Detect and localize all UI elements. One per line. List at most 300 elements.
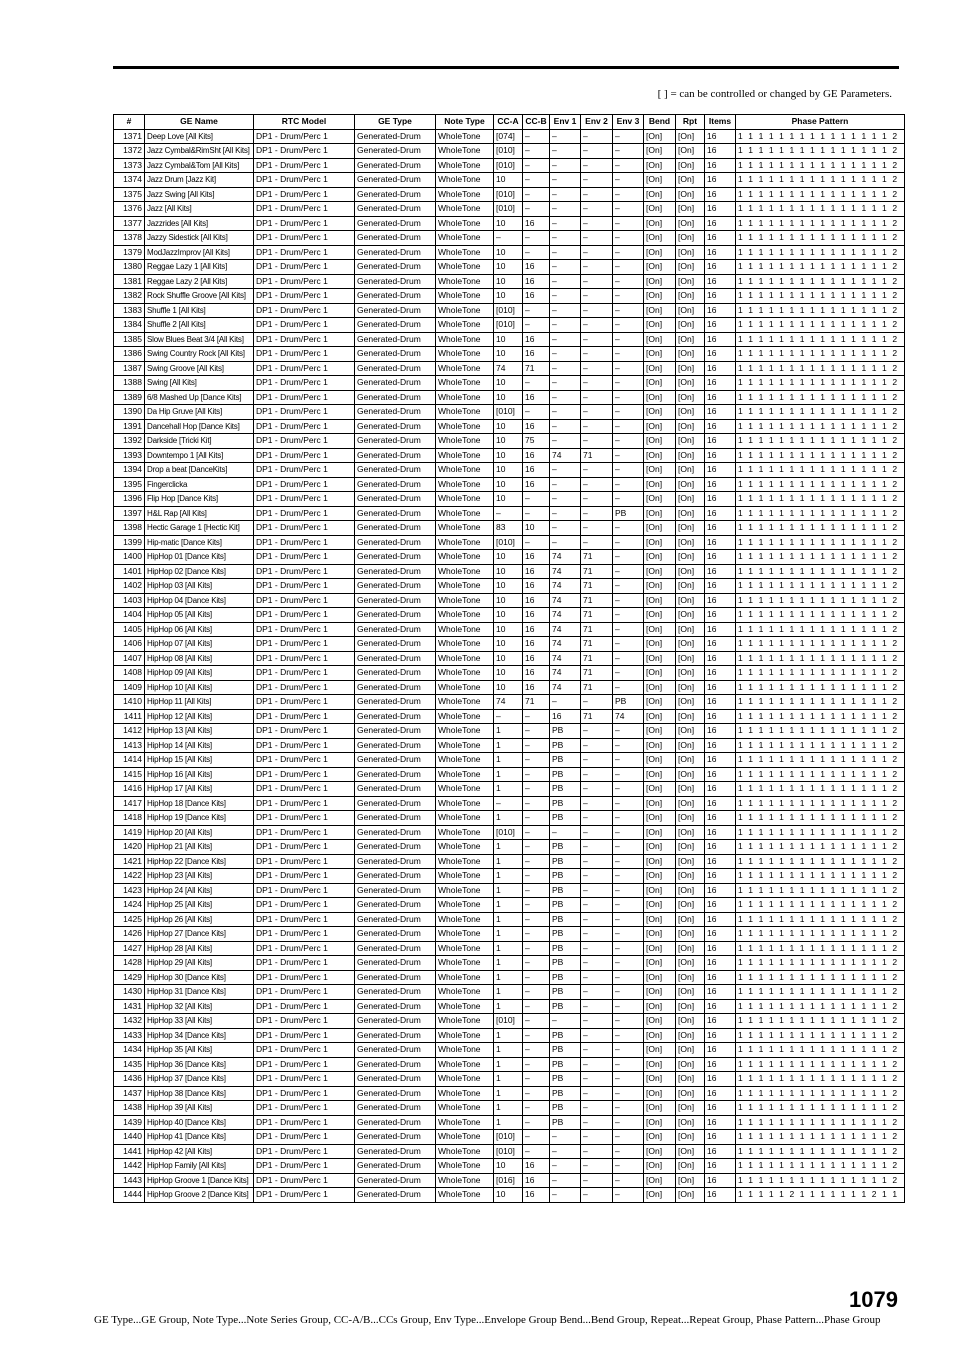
- table-cell: –: [613, 1043, 644, 1058]
- table-cell: [010]: [494, 187, 523, 202]
- table-cell: DP1 - Drum/Perc 1: [254, 361, 355, 376]
- table-cell: [010]: [494, 303, 523, 318]
- table-cell: HipHop 23 [All Kits]: [145, 869, 254, 884]
- table-cell: –: [581, 738, 613, 753]
- table-cell: 1 1 1 1 1 1 1 1 1 1 1 1 1 1 1 2: [736, 347, 905, 362]
- table-header-row: [114, 115, 905, 130]
- table-cell: 16: [705, 274, 736, 289]
- table-cell: –: [550, 347, 581, 362]
- table-cell: –: [523, 782, 550, 797]
- table-cell: 1387: [114, 361, 145, 376]
- table-row: [114, 245, 905, 260]
- table-cell: –: [581, 521, 613, 536]
- table-cell: HipHop 17 [All Kits]: [145, 782, 254, 797]
- table-cell: 1417: [114, 796, 145, 811]
- table-row: [114, 506, 905, 521]
- table-cell: 10: [494, 637, 523, 652]
- table-cell: –: [581, 477, 613, 492]
- table-cell: DP1 - Drum/Perc 1: [254, 419, 355, 434]
- table-cell: [On]: [676, 1028, 705, 1043]
- table-row: [114, 361, 905, 376]
- table-cell: 1 1 1 1 1 1 1 1 1 1 1 1 1 1 1 2: [736, 767, 905, 782]
- table-cell: 1408: [114, 666, 145, 681]
- table-cell: 1419: [114, 825, 145, 840]
- table-cell: –: [523, 825, 550, 840]
- table-cell: –: [613, 289, 644, 304]
- table-cell: [On]: [644, 1101, 676, 1116]
- table-cell: DP1 - Drum/Perc 1: [254, 840, 355, 855]
- table-cell: 16: [705, 593, 736, 608]
- table-cell: –: [613, 347, 644, 362]
- table-cell: –: [613, 419, 644, 434]
- table-cell: 1425: [114, 912, 145, 927]
- table-cell: [On]: [676, 289, 705, 304]
- table-cell: Generated-Drum: [355, 158, 436, 173]
- table-cell: [On]: [676, 347, 705, 362]
- table-cell: 16: [705, 1188, 736, 1203]
- table-cell: [On]: [676, 376, 705, 391]
- table-cell: [On]: [676, 1043, 705, 1058]
- table-cell: WholeTone: [436, 796, 494, 811]
- table-cell: 16: [705, 347, 736, 362]
- table-cell: 74: [550, 448, 581, 463]
- table-cell: –: [581, 1014, 613, 1029]
- table-cell: –: [581, 506, 613, 521]
- table-cell: HipHop 18 [Dance Kits]: [145, 796, 254, 811]
- table-cell: 16: [523, 260, 550, 275]
- table-cell: DP1 - Drum/Perc 1: [254, 782, 355, 797]
- table-cell: [On]: [676, 1072, 705, 1087]
- table-cell: [On]: [644, 318, 676, 333]
- table-cell: [On]: [676, 231, 705, 246]
- table-cell: 1 1 1 1 1 1 1 1 1 1 1 1 1 1 1 2: [736, 129, 905, 144]
- table-cell: [On]: [676, 405, 705, 420]
- table-cell: PB: [550, 1028, 581, 1043]
- table-cell: WholeTone: [436, 390, 494, 405]
- table-cell: –: [550, 492, 581, 507]
- table-cell: Deep Love [All Kits]: [145, 129, 254, 144]
- table-cell: –: [613, 144, 644, 159]
- table-cell: 1376: [114, 202, 145, 217]
- table-cell: 16: [523, 622, 550, 637]
- table-cell: [010]: [494, 202, 523, 217]
- column-header: Phase Pattern: [736, 115, 905, 130]
- table-cell: [On]: [644, 666, 676, 681]
- table-cell: –: [581, 1028, 613, 1043]
- table-row: [114, 477, 905, 492]
- table-cell: HipHop 20 [All Kits]: [145, 825, 254, 840]
- table-cell: –: [613, 318, 644, 333]
- table-cell: [On]: [676, 637, 705, 652]
- table-cell: Generated-Drum: [355, 1115, 436, 1130]
- table-cell: 71: [581, 622, 613, 637]
- table-cell: Jazz [All Kits]: [145, 202, 254, 217]
- table-cell: 71: [581, 637, 613, 652]
- table-cell: 74: [494, 361, 523, 376]
- table-cell: Swing [All Kits]: [145, 376, 254, 391]
- table-cell: WholeTone: [436, 245, 494, 260]
- table-cell: DP1 - Drum/Perc 1: [254, 303, 355, 318]
- table-cell: DP1 - Drum/Perc 1: [254, 129, 355, 144]
- table-cell: 16: [705, 956, 736, 971]
- table-cell: –: [613, 202, 644, 217]
- table-cell: [On]: [676, 144, 705, 159]
- table-cell: 1 1 1 1 1 1 1 1 1 1 1 1 1 1 1 2: [736, 738, 905, 753]
- table-cell: –: [613, 448, 644, 463]
- table-cell: –: [581, 332, 613, 347]
- table-cell: –: [523, 1014, 550, 1029]
- table-cell: –: [613, 1028, 644, 1043]
- table-cell: 1 1 1 1 1 1 1 1 1 1 1 1 1 1 1 2: [736, 666, 905, 681]
- table-cell: [On]: [676, 361, 705, 376]
- table-cell: –: [523, 869, 550, 884]
- table-cell: DP1 - Drum/Perc 1: [254, 985, 355, 1000]
- table-cell: –: [613, 999, 644, 1014]
- table-cell: –: [581, 492, 613, 507]
- table-row: [114, 347, 905, 362]
- table-cell: –: [494, 709, 523, 724]
- table-cell: [On]: [644, 738, 676, 753]
- table-cell: HipHop 30 [Dance Kits]: [145, 970, 254, 985]
- table-row: [114, 695, 905, 710]
- table-cell: 1: [494, 956, 523, 971]
- table-cell: [On]: [676, 666, 705, 681]
- table-cell: 1: [494, 970, 523, 985]
- table-cell: 16: [523, 419, 550, 434]
- table-cell: Generated-Drum: [355, 463, 436, 478]
- table-cell: [On]: [676, 724, 705, 739]
- table-cell: 16: [705, 854, 736, 869]
- table-cell: PB: [613, 506, 644, 521]
- table-cell: 16: [705, 506, 736, 521]
- table-cell: [On]: [676, 796, 705, 811]
- table-cell: PB: [550, 869, 581, 884]
- table-cell: Generated-Drum: [355, 564, 436, 579]
- table-cell: –: [550, 825, 581, 840]
- table-cell: WholeTone: [436, 680, 494, 695]
- table-cell: –: [581, 289, 613, 304]
- table-cell: Drop a beat [DanceKits]: [145, 463, 254, 478]
- table-cell: –: [523, 883, 550, 898]
- table-cell: [On]: [676, 1086, 705, 1101]
- table-cell: Generated-Drum: [355, 651, 436, 666]
- table-cell: WholeTone: [436, 361, 494, 376]
- table-cell: [On]: [676, 941, 705, 956]
- table-cell: Generated-Drum: [355, 361, 436, 376]
- table-cell: 16: [523, 593, 550, 608]
- table-cell: –: [523, 796, 550, 811]
- table-cell: DP1 - Drum/Perc 1: [254, 347, 355, 362]
- table-cell: –: [581, 695, 613, 710]
- table-cell: DP1 - Drum/Perc 1: [254, 869, 355, 884]
- table-cell: 16: [705, 1028, 736, 1043]
- table-cell: DP1 - Drum/Perc 1: [254, 492, 355, 507]
- table-cell: –: [494, 506, 523, 521]
- table-cell: HipHop 32 [All Kits]: [145, 999, 254, 1014]
- table-cell: [On]: [676, 419, 705, 434]
- column-header: CC-A: [494, 115, 523, 130]
- table-cell: 1 1 1 1 1 1 1 1 1 1 1 1 1 1 1 2: [736, 1086, 905, 1101]
- table-cell: –: [613, 1144, 644, 1159]
- table-cell: 1423: [114, 883, 145, 898]
- table-cell: 16: [705, 376, 736, 391]
- table-cell: 1: [494, 1072, 523, 1087]
- table-cell: 16: [523, 608, 550, 623]
- table-cell: HipHop 10 [All Kits]: [145, 680, 254, 695]
- table-cell: 16: [705, 1144, 736, 1159]
- table-cell: 1435: [114, 1057, 145, 1072]
- table-cell: [On]: [644, 332, 676, 347]
- table-cell: 16: [523, 347, 550, 362]
- table-cell: Generated-Drum: [355, 753, 436, 768]
- table-cell: 16: [705, 187, 736, 202]
- table-cell: 1: [494, 854, 523, 869]
- table-cell: [On]: [644, 506, 676, 521]
- table-cell: [010]: [494, 535, 523, 550]
- table-cell: HipHop 24 [All Kits]: [145, 883, 254, 898]
- table-cell: 1 1 1 1 1 1 1 1 1 1 1 1 1 1 1 2: [736, 883, 905, 898]
- table-cell: –: [550, 463, 581, 478]
- table-cell: WholeTone: [436, 492, 494, 507]
- table-cell: –: [581, 535, 613, 550]
- table-cell: PB: [550, 811, 581, 826]
- column-header: Env 1: [550, 115, 581, 130]
- table-cell: WholeTone: [436, 999, 494, 1014]
- table-cell: HipHop 12 [All Kits]: [145, 709, 254, 724]
- table-cell: HipHop 02 [Dance Kits]: [145, 564, 254, 579]
- table-row: [114, 1014, 905, 1029]
- table-cell: –: [613, 912, 644, 927]
- table-cell: –: [581, 1115, 613, 1130]
- table-cell: 1 1 1 1 1 1 1 1 1 1 1 1 1 1 1 2: [736, 231, 905, 246]
- table-cell: 1 1 1 1 1 1 1 1 1 1 1 1 1 1 1 2: [736, 854, 905, 869]
- table-cell: 1409: [114, 680, 145, 695]
- table-cell: –: [613, 216, 644, 231]
- table-cell: 1415: [114, 767, 145, 782]
- table-cell: 1 1 1 1 1 1 1 1 1 1 1 1 1 1 1 2: [736, 245, 905, 260]
- table-cell: [On]: [644, 202, 676, 217]
- table-cell: –: [613, 796, 644, 811]
- table-cell: –: [613, 593, 644, 608]
- table-cell: 1380: [114, 260, 145, 275]
- table-row: [114, 724, 905, 739]
- table-cell: –: [581, 260, 613, 275]
- table-cell: 1 1 1 1 1 1 1 1 1 1 1 1 1 1 1 2: [736, 260, 905, 275]
- table-cell: [On]: [676, 898, 705, 913]
- table-cell: –: [581, 390, 613, 405]
- column-header: RTC Model: [254, 115, 355, 130]
- column-header: Note Type: [436, 115, 494, 130]
- table-cell: 1407: [114, 651, 145, 666]
- table-cell: –: [613, 492, 644, 507]
- table-cell: –: [613, 245, 644, 260]
- table-cell: –: [550, 231, 581, 246]
- table-cell: –: [523, 1115, 550, 1130]
- table-cell: 1: [494, 767, 523, 782]
- table-cell: 16: [705, 202, 736, 217]
- table-cell: WholeTone: [436, 738, 494, 753]
- table-cell: WholeTone: [436, 608, 494, 623]
- table-cell: 1432: [114, 1014, 145, 1029]
- table-row: [114, 376, 905, 391]
- table-cell: –: [613, 1173, 644, 1188]
- table-cell: [On]: [676, 883, 705, 898]
- table-cell: 1 1 1 1 1 1 1 1 1 1 1 1 1 1 1 2: [736, 753, 905, 768]
- table-cell: 1 1 1 1 1 1 1 1 1 1 1 1 1 1 1 2: [736, 695, 905, 710]
- table-row: [114, 1057, 905, 1072]
- ge-table: [113, 114, 905, 1203]
- table-cell: –: [550, 274, 581, 289]
- table-cell: –: [523, 202, 550, 217]
- table-cell: Generated-Drum: [355, 405, 436, 420]
- column-header: Bend: [644, 115, 676, 130]
- table-cell: 10: [494, 622, 523, 637]
- table-cell: Generated-Drum: [355, 840, 436, 855]
- table-cell: [On]: [644, 999, 676, 1014]
- table-cell: HipHop 01 [Dance Kits]: [145, 550, 254, 565]
- table-row: [114, 492, 905, 507]
- table-cell: [On]: [644, 550, 676, 565]
- table-cell: 16: [705, 158, 736, 173]
- table-cell: 1394: [114, 463, 145, 478]
- table-cell: [On]: [676, 869, 705, 884]
- table-cell: –: [523, 1130, 550, 1145]
- table-cell: 10: [494, 564, 523, 579]
- table-cell: 16: [705, 796, 736, 811]
- table-cell: WholeTone: [436, 405, 494, 420]
- table-cell: [On]: [676, 202, 705, 217]
- table-cell: DP1 - Drum/Perc 1: [254, 941, 355, 956]
- table-cell: –: [550, 260, 581, 275]
- table-cell: 1422: [114, 869, 145, 884]
- table-cell: 1406: [114, 637, 145, 652]
- table-cell: –: [613, 753, 644, 768]
- table-cell: 16: [523, 216, 550, 231]
- table-cell: 74: [550, 579, 581, 594]
- table-cell: H&L Rap [All Kits]: [145, 506, 254, 521]
- table-cell: DP1 - Drum/Perc 1: [254, 1188, 355, 1203]
- table-cell: –: [581, 245, 613, 260]
- table-cell: [010]: [494, 1130, 523, 1145]
- table-cell: [On]: [676, 782, 705, 797]
- table-cell: –: [581, 173, 613, 188]
- table-cell: 16: [550, 709, 581, 724]
- table-cell: 1386: [114, 347, 145, 362]
- table-cell: PB: [550, 1057, 581, 1072]
- table-row: [114, 216, 905, 231]
- table-cell: 10: [494, 477, 523, 492]
- table-cell: –: [550, 506, 581, 521]
- table-cell: [On]: [644, 941, 676, 956]
- table-cell: –: [550, 332, 581, 347]
- table-cell: 1 1 1 1 1 1 1 1 1 1 1 1 1 1 1 2: [736, 724, 905, 739]
- table-cell: –: [523, 303, 550, 318]
- table-cell: –: [613, 260, 644, 275]
- table-cell: 1401: [114, 564, 145, 579]
- table-cell: 1 1 1 1 1 1 1 1 1 1 1 1 1 1 1 2: [736, 796, 905, 811]
- table-cell: 1410: [114, 695, 145, 710]
- table-cell: 1416: [114, 782, 145, 797]
- table-cell: HipHop 38 [Dance Kits]: [145, 1086, 254, 1101]
- table-cell: 1418: [114, 811, 145, 826]
- table-cell: 16: [705, 405, 736, 420]
- table-cell: –: [494, 796, 523, 811]
- table-cell: –: [613, 361, 644, 376]
- table-row: [114, 289, 905, 304]
- table-cell: 74: [550, 608, 581, 623]
- table-cell: DP1 - Drum/Perc 1: [254, 883, 355, 898]
- table-cell: HipHop Family [All Kits]: [145, 1159, 254, 1174]
- table-cell: HipHop 25 [All Kits]: [145, 898, 254, 913]
- table-row: [114, 1028, 905, 1043]
- table-row: [114, 637, 905, 652]
- table-cell: [On]: [644, 1173, 676, 1188]
- table-cell: [On]: [644, 956, 676, 971]
- table-cell: DP1 - Drum/Perc 1: [254, 1101, 355, 1116]
- table-cell: ModJazzImprov [All Kits]: [145, 245, 254, 260]
- table-cell: 16: [523, 1159, 550, 1174]
- table-cell: WholeTone: [436, 521, 494, 536]
- table-cell: Jazz Cymbal&Tom [All Kits]: [145, 158, 254, 173]
- table-row: [114, 318, 905, 333]
- table-cell: [On]: [644, 419, 676, 434]
- table-cell: Generated-Drum: [355, 1057, 436, 1072]
- table-cell: HipHop 04 [Dance Kits]: [145, 593, 254, 608]
- table-cell: –: [523, 724, 550, 739]
- table-cell: 74: [550, 550, 581, 565]
- table-cell: DP1 - Drum/Perc 1: [254, 767, 355, 782]
- table-cell: –: [523, 173, 550, 188]
- table-cell: WholeTone: [436, 376, 494, 391]
- column-header: Items: [705, 115, 736, 130]
- table-cell: Generated-Drum: [355, 941, 436, 956]
- table-cell: [On]: [676, 927, 705, 942]
- table-cell: WholeTone: [436, 173, 494, 188]
- table-cell: 16: [705, 144, 736, 159]
- table-cell: 10: [494, 666, 523, 681]
- table-cell: [On]: [676, 956, 705, 971]
- table-cell: Generated-Drum: [355, 985, 436, 1000]
- table-cell: DP1 - Drum/Perc 1: [254, 695, 355, 710]
- table-row: [114, 927, 905, 942]
- table-cell: –: [523, 1086, 550, 1101]
- table-cell: –: [581, 463, 613, 478]
- table-cell: HipHop 42 [All Kits]: [145, 1144, 254, 1159]
- table-cell: 1 1 1 1 1 1 1 1 1 1 1 1 1 1 1 2: [736, 332, 905, 347]
- table-cell: PB: [550, 1115, 581, 1130]
- table-cell: [On]: [676, 738, 705, 753]
- table-cell: [On]: [644, 564, 676, 579]
- table-cell: DP1 - Drum/Perc 1: [254, 260, 355, 275]
- table-cell: 1 1 1 1 1 1 1 1 1 1 1 1 1 1 1 2: [736, 1028, 905, 1043]
- table-cell: 1431: [114, 999, 145, 1014]
- table-cell: [On]: [676, 492, 705, 507]
- table-row: [114, 1086, 905, 1101]
- table-row: [114, 173, 905, 188]
- table-cell: [On]: [676, 825, 705, 840]
- table-cell: DP1 - Drum/Perc 1: [254, 1028, 355, 1043]
- table-cell: –: [581, 274, 613, 289]
- table-cell: Generated-Drum: [355, 492, 436, 507]
- table-cell: –: [613, 1086, 644, 1101]
- table-cell: Jazzrides [All Kits]: [145, 216, 254, 231]
- table-row: [114, 390, 905, 405]
- table-cell: DP1 - Drum/Perc 1: [254, 1115, 355, 1130]
- table-cell: –: [550, 1173, 581, 1188]
- table-cell: 1 1 1 1 1 1 1 1 1 1 1 1 1 1 1 2: [736, 579, 905, 594]
- table-cell: PB: [550, 738, 581, 753]
- table-cell: 1371: [114, 129, 145, 144]
